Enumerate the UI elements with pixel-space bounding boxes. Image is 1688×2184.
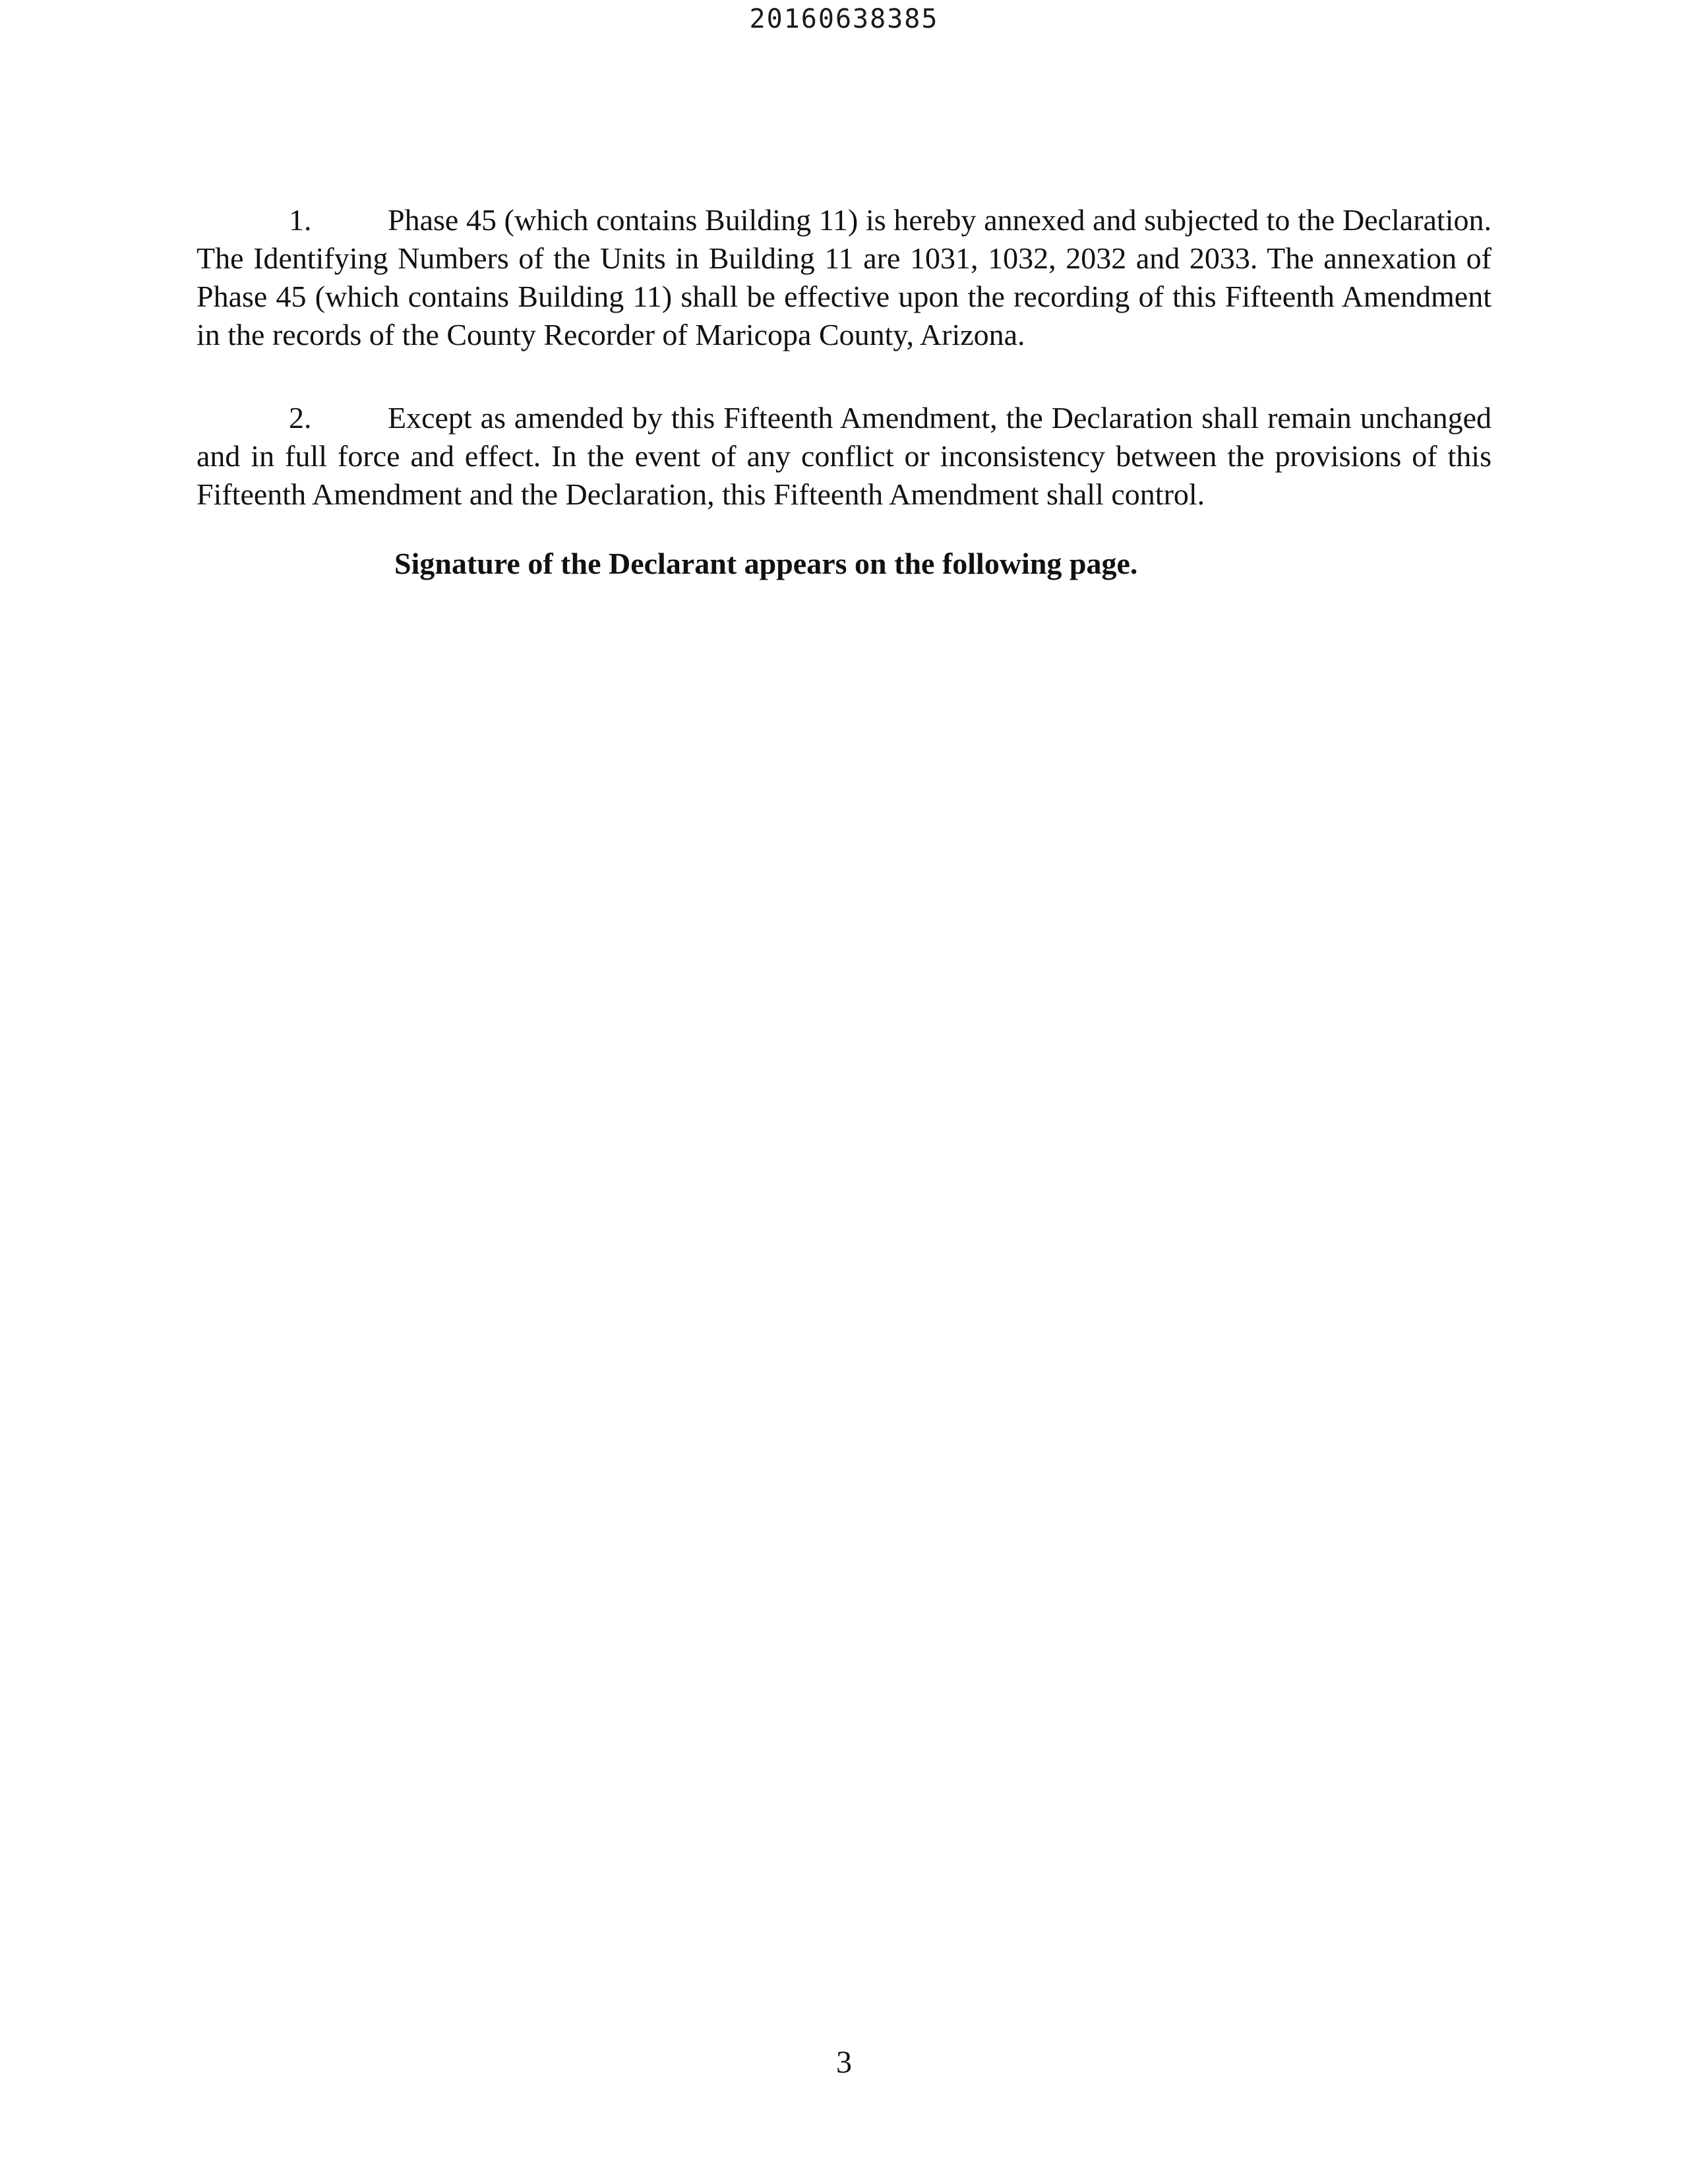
signature-note: Signature of the Declarant appears on the following page. <box>394 547 1138 580</box>
paragraph-1-text: Phase 45 (which contains Building 11) is hereby annexed and subjected to the Declaration. The Identifying Numbers of the Units in Building 11 are 1031, 1032, 2032 and 2033. The annexation of Phase 45 (which contains Building 11) shall be effective upon the recording of this Fifteenth Amendment in the records of the County Recorder of Maricopa County, Arizona. <box>196 203 1492 351</box>
paragraph-2 <box>196 399 1492 514</box>
recording-number: 20160638385 <box>749 4 939 34</box>
paragraph-2-text: Except as amended by this Fifteenth Amendment, the Declaration shall remain unchanged and in full force and effect. In the event of any conflict or inconsistency between the provisions of this Fifteenth Amendment and the Declaration, this Fifteenth Amendment shall control. <box>196 401 1492 511</box>
page-number: 3 <box>836 2045 852 2080</box>
paragraph-1 <box>196 201 1492 354</box>
paragraph-2-number: 2. <box>289 401 312 435</box>
paragraph-1-number: 1. <box>289 203 312 237</box>
